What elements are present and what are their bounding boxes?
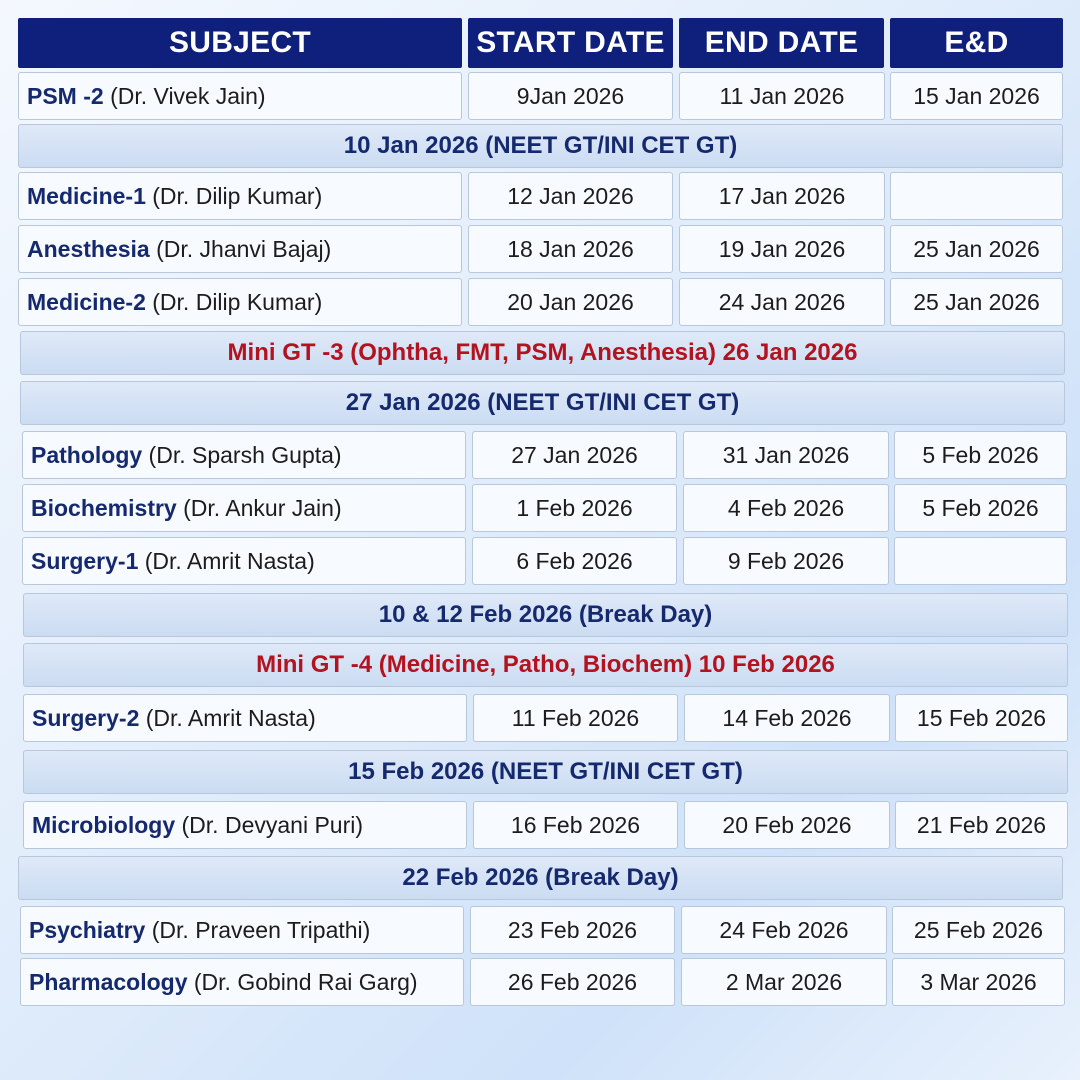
start-date-cell: 12 Jan 2026 bbox=[468, 172, 673, 220]
subject-cell bbox=[22, 431, 466, 479]
subject-cell bbox=[23, 801, 467, 849]
start-date-cell: 18 Jan 2026 bbox=[468, 225, 673, 273]
subject-name: Pharmacology bbox=[29, 968, 188, 995]
end-date-cell: 19 Jan 2026 bbox=[679, 225, 885, 273]
subject-cell bbox=[22, 484, 466, 532]
start-date-cell: 1 Feb 2026 bbox=[472, 484, 677, 532]
subject-name: PSM -2 bbox=[27, 82, 104, 109]
end-date-cell: 11 Jan 2026 bbox=[679, 72, 885, 120]
end-date-cell: 2 Mar 2026 bbox=[681, 958, 887, 1006]
subject-name: Psychiatry bbox=[29, 916, 146, 943]
end-date-cell: 24 Jan 2026 bbox=[679, 278, 885, 326]
start-date-cell: 11 Feb 2026 bbox=[473, 694, 678, 742]
faculty-name: (Dr. Amrit Nasta) bbox=[139, 704, 316, 731]
end-date-cell: 14 Feb 2026 bbox=[684, 694, 890, 742]
ed-date-cell: 21 Feb 2026 bbox=[895, 801, 1068, 849]
ed-date-cell: 15 Feb 2026 bbox=[895, 694, 1068, 742]
start-date-cell: 26 Feb 2026 bbox=[470, 958, 675, 1006]
ed-date-cell: 15 Jan 2026 bbox=[890, 72, 1063, 120]
ed-date-cell bbox=[890, 172, 1063, 220]
subject-name: Medicine-1 bbox=[27, 182, 146, 209]
end-date-cell: 17 Jan 2026 bbox=[679, 172, 885, 220]
start-date-cell: 9Jan 2026 bbox=[468, 72, 673, 120]
header-subject: SUBJECT bbox=[18, 18, 462, 68]
subject-name: Medicine-2 bbox=[27, 288, 146, 315]
header-start-date: START DATE bbox=[468, 18, 673, 68]
subject-cell bbox=[20, 906, 464, 954]
start-date-cell: 6 Feb 2026 bbox=[472, 537, 677, 585]
start-date-cell: 27 Jan 2026 bbox=[472, 431, 677, 479]
schedule-note-band: 10 Jan 2026 (NEET GT/INI CET GT) bbox=[18, 124, 1063, 168]
subject-cell bbox=[18, 72, 462, 120]
ed-date-cell bbox=[894, 537, 1067, 585]
ed-date-cell: 3 Mar 2026 bbox=[892, 958, 1065, 1006]
schedule-note-band: 15 Feb 2026 (NEET GT/INI CET GT) bbox=[23, 750, 1068, 794]
end-date-cell: 4 Feb 2026 bbox=[683, 484, 889, 532]
faculty-name: (Dr. Gobind Rai Garg) bbox=[187, 968, 418, 995]
header-end-date: END DATE bbox=[679, 18, 884, 68]
start-date-cell: 20 Jan 2026 bbox=[468, 278, 673, 326]
start-date-cell: 23 Feb 2026 bbox=[470, 906, 675, 954]
end-date-cell: 9 Feb 2026 bbox=[683, 537, 889, 585]
faculty-name: (Dr. Dilip Kumar) bbox=[145, 182, 323, 209]
subject-name: Surgery-1 bbox=[31, 547, 139, 574]
schedule-note-band: 27 Jan 2026 (NEET GT/INI CET GT) bbox=[20, 381, 1065, 425]
faculty-name: (Dr. Dilip Kumar) bbox=[145, 288, 323, 315]
subject-name: Biochemistry bbox=[31, 494, 177, 521]
ed-date-cell: 25 Jan 2026 bbox=[890, 225, 1063, 273]
schedule-note-band: 10 & 12 Feb 2026 (Break Day) bbox=[23, 593, 1068, 637]
end-date-cell: 24 Feb 2026 bbox=[681, 906, 887, 954]
subject-cell bbox=[18, 172, 462, 220]
start-date-cell: 16 Feb 2026 bbox=[473, 801, 678, 849]
faculty-name: (Dr. Jhanvi Bajaj) bbox=[149, 235, 332, 262]
header-ed: E&D bbox=[890, 18, 1063, 68]
subject-cell bbox=[23, 694, 467, 742]
ed-date-cell: 5 Feb 2026 bbox=[894, 431, 1067, 479]
schedule-note-band: 22 Feb 2026 (Break Day) bbox=[18, 856, 1063, 900]
subject-name: Anesthesia bbox=[27, 235, 150, 262]
subject-cell bbox=[18, 278, 462, 326]
schedule-note-band: Mini GT -3 (Ophtha, FMT, PSM, Anesthesia) 26 Jan 2026 bbox=[20, 331, 1065, 375]
ed-date-cell: 5 Feb 2026 bbox=[894, 484, 1067, 532]
subject-cell bbox=[22, 537, 466, 585]
subject-name: Pathology bbox=[31, 441, 143, 468]
ed-date-cell: 25 Feb 2026 bbox=[892, 906, 1065, 954]
end-date-cell: 31 Jan 2026 bbox=[683, 431, 889, 479]
end-date-cell: 20 Feb 2026 bbox=[684, 801, 890, 849]
faculty-name: (Dr. Sparsh Gupta) bbox=[142, 441, 342, 468]
faculty-name: (Dr. Devyani Puri) bbox=[175, 811, 363, 838]
ed-date-cell: 25 Jan 2026 bbox=[890, 278, 1063, 326]
faculty-name: (Dr. Amrit Nasta) bbox=[138, 547, 315, 574]
subject-cell bbox=[18, 225, 462, 273]
subject-name: Surgery-2 bbox=[32, 704, 140, 731]
subject-cell bbox=[20, 958, 464, 1006]
faculty-name: (Dr. Vivek Jain) bbox=[103, 82, 266, 109]
faculty-name: (Dr. Praveen Tripathi) bbox=[145, 916, 371, 943]
subject-name: Microbiology bbox=[32, 811, 176, 838]
schedule-note-band: Mini GT -4 (Medicine, Patho, Biochem) 10 Feb 2026 bbox=[23, 643, 1068, 687]
faculty-name: (Dr. Ankur Jain) bbox=[176, 494, 342, 521]
